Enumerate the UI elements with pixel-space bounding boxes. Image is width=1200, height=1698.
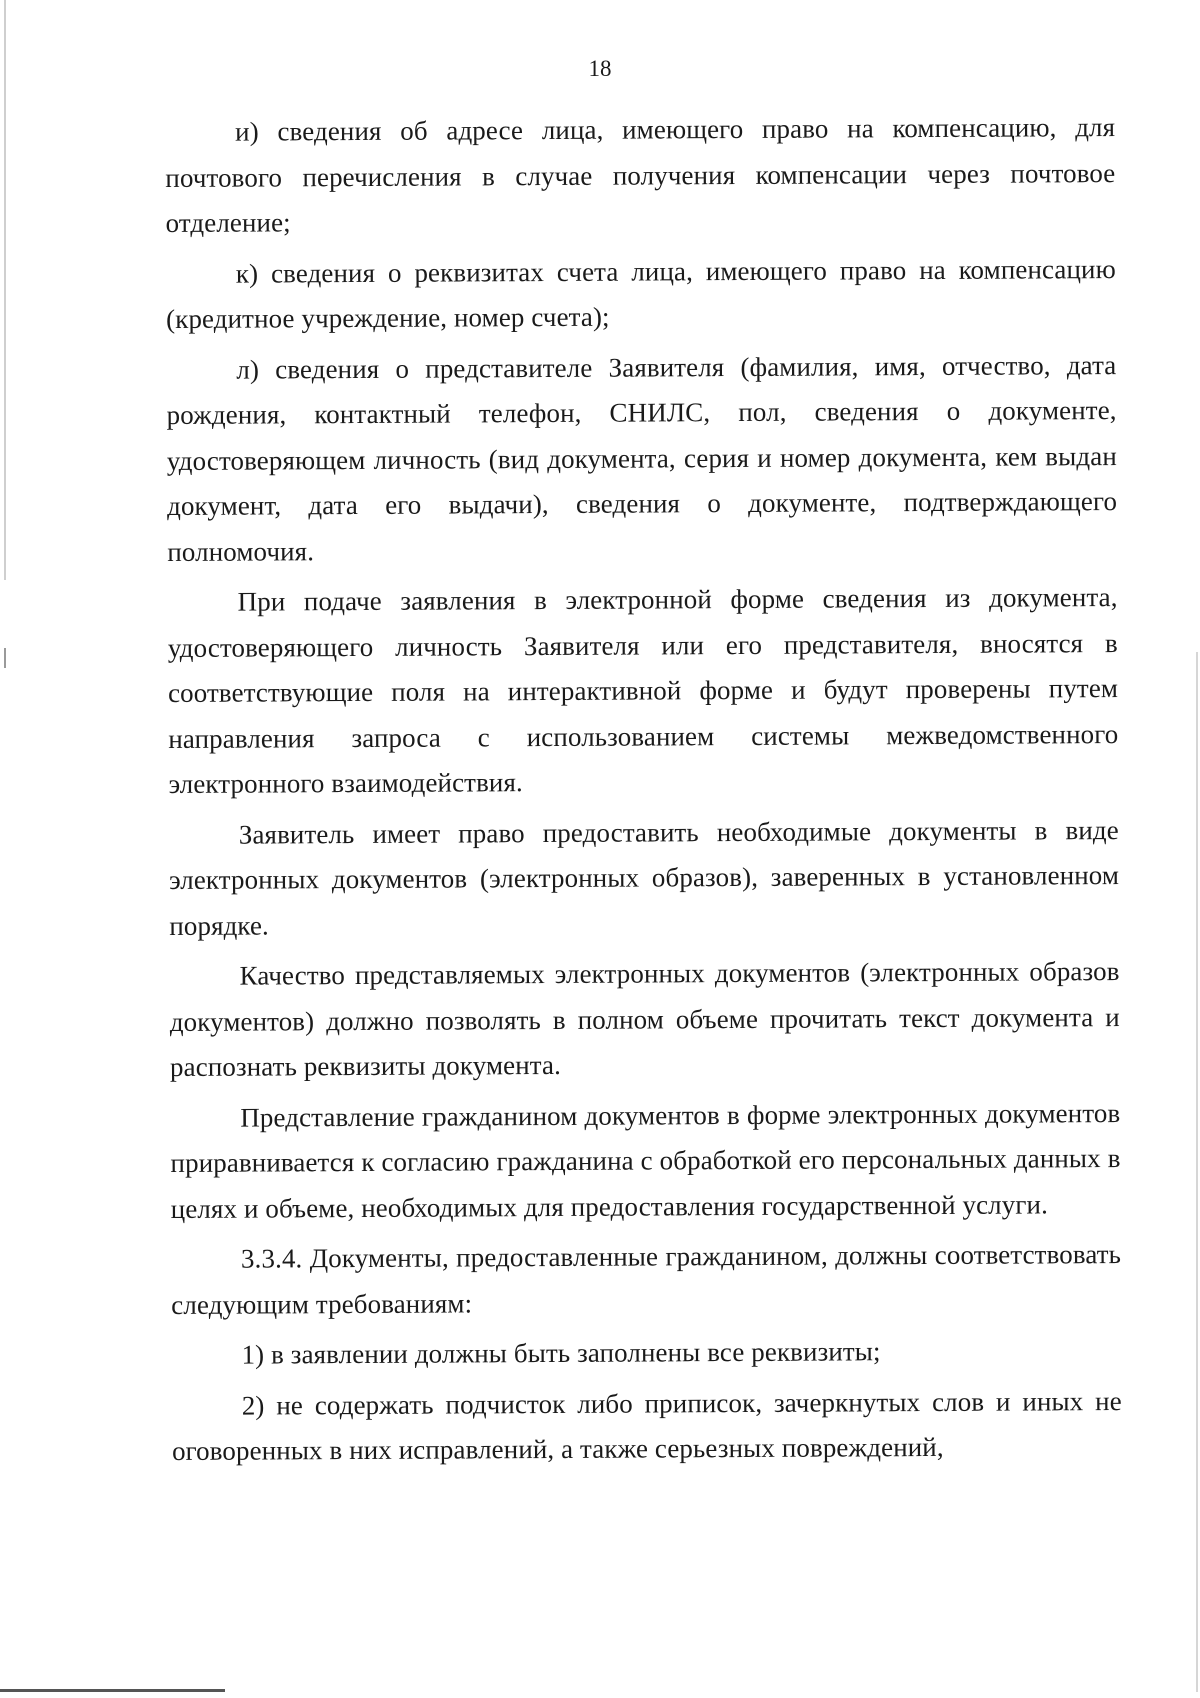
paragraph-requirement-1: 1) в заявлении должны быть заполнены все реквизиты;	[241, 1336, 881, 1370]
paragraph-item-l: л) сведения о представителе Заявителя (фамилия, имя, отчество, дата рождения, контактный телефон, СНИЛС, пол, сведения о документе, удостоверяющем личность (вид документа, серия и номер документа, кем выдан документ, дата его выдачи), сведения о документе, подтверждающего полномочия.	[166, 349, 1118, 567]
paragraph-requirement-2: 2) не содержать подчисток либо приписок, зачеркнутых слов и иных не оговоренных в них исправлений, а также серьезных повреждений,	[171, 1385, 1122, 1466]
paragraph-applicant-right: Заявитель имеет право предоставить необходимые документы в виде электронных документов (электронных образов), заверенных в установленном порядке.	[168, 814, 1120, 941]
paragraph-item-i: и) сведения об адресе лица, имеющего право на компенсацию, для почтового перечисления в случае получения компенсации через почтовое отделение;	[165, 112, 1116, 238]
page-number: 18	[588, 56, 612, 81]
paragraph-electronic-form: При подаче заявления в электронной форме сведения из документа, удостоверяющего личность Заявителя или его представителя, вносятся в соответствующие поля на интерактивной форме и будут проверены путем направления запроса с использованием системы межведомственного электронного взаимодействия.	[167, 582, 1119, 799]
paragraph-quality: Качество представляемых электронных документов (электронных образов документов) должно позволять в полном объеме прочитать текст документа и распознать реквизиты документа.	[169, 956, 1120, 1082]
paragraph-item-k: к) сведения о реквизитах счета лица, имеющего право на компенсацию (кредитное учреждение, номер счета);	[166, 253, 1116, 334]
scan-mark-left	[4, 648, 6, 668]
scan-edge-right	[1196, 652, 1198, 1692]
paragraph-section-3-3-4: 3.3.4. Документы, предоставленные гражданином, должны соответствовать следующим требованиям:	[171, 1239, 1122, 1320]
body-text	[165, 105, 1122, 1474]
scan-edge-bottom	[0, 1689, 225, 1692]
scan-edge-left	[4, 0, 6, 580]
paragraph-consent: Представление гражданином документов в форме электронных документов приравнивается к согласию гражданина с обработкой его персональных данных в целях и объеме, необходимых для предоставления государственной услуги.	[170, 1097, 1121, 1224]
